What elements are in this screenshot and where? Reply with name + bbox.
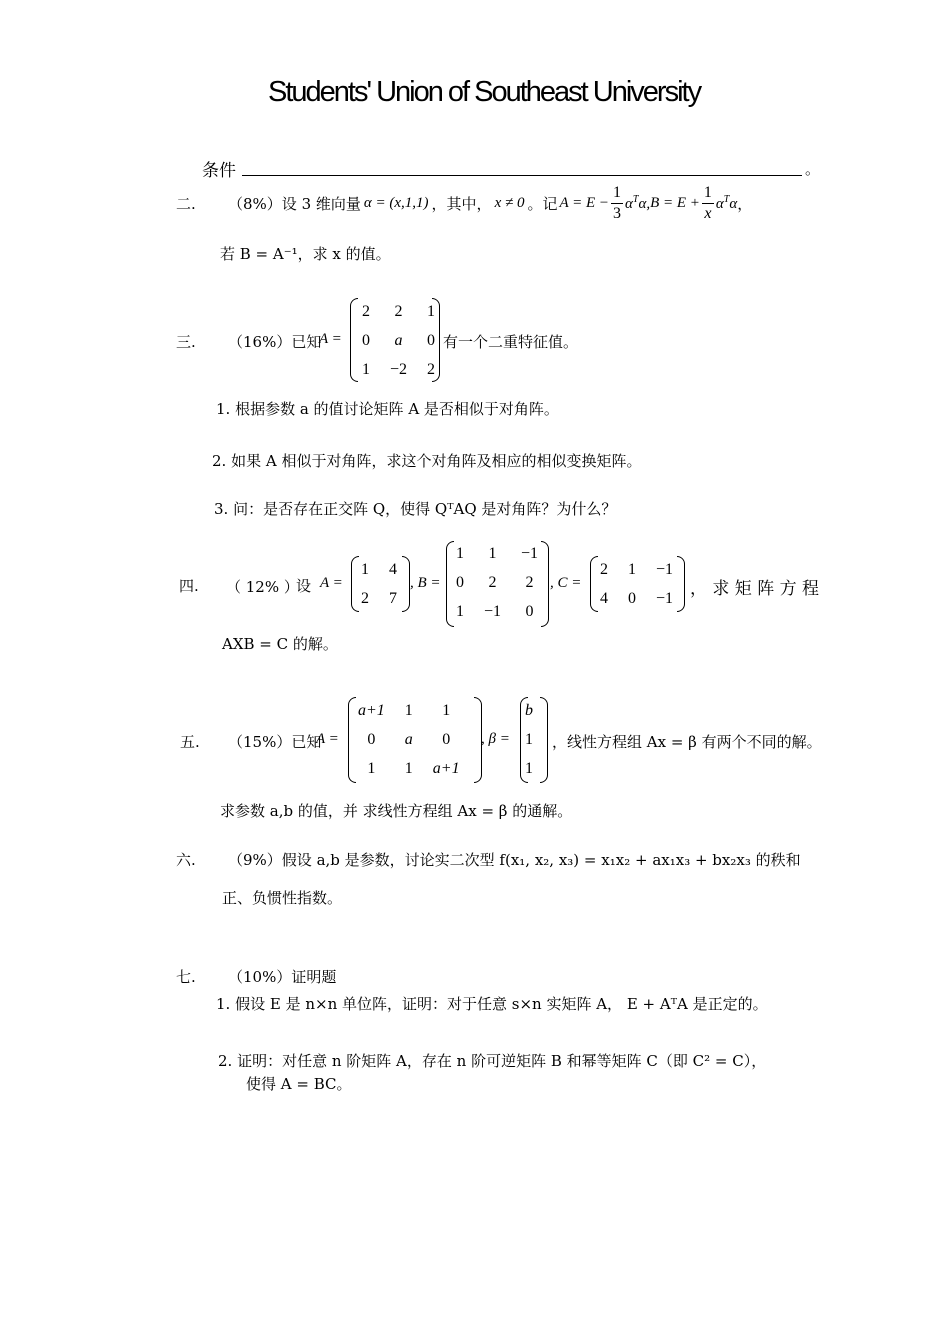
q4-A-cell: 7	[389, 589, 397, 607]
q5-line2: 求参数 a,b 的值，并 求线性方程组 Ax = β 的通解。	[220, 802, 573, 820]
q3-matrix-cell: 1	[362, 360, 370, 378]
q3-matrix-cell: 2	[362, 302, 370, 320]
q2-alpha: α = (x,1,1)	[363, 194, 429, 211]
q4-B-row	[446, 539, 548, 568]
q5-beta-eq: , β =	[481, 731, 510, 747]
q2-frac2-den: x	[704, 204, 712, 222]
condition-underline	[242, 175, 802, 176]
q5-A-cell: 1	[404, 701, 413, 719]
q5-A-cell: a	[404, 730, 413, 748]
q4-number: 四.	[179, 577, 199, 595]
q4-B-matrix	[446, 539, 548, 626]
q3-sub1: 1. 根据参数 a 的值讨论矩阵 A 是否相似于对角阵。	[216, 400, 559, 418]
q5-A-row	[348, 754, 470, 783]
q2-alpha-2: α	[715, 195, 724, 212]
q5-beta-cell: b	[525, 701, 533, 719]
q2-frac1-den: 3	[613, 204, 622, 222]
q2-B-eq: B = E +	[650, 194, 700, 211]
q2-frac2	[702, 183, 714, 224]
q5-number: 五.	[180, 733, 200, 751]
q5-A-matrix	[348, 696, 470, 783]
q2-alpha-1b: α,	[638, 195, 651, 212]
q2-frac1-num: 1	[611, 183, 623, 204]
q4-B-cell: 1	[488, 544, 497, 562]
q4-set: 设	[296, 577, 312, 595]
q5-A-cell: 1	[404, 759, 413, 777]
q4-B-row	[446, 568, 548, 597]
q4-tail: ， 求 矩 阵 方 程	[690, 579, 820, 599]
q5-beta-bracket-right	[540, 697, 548, 783]
q3-matrix-cell: 2	[427, 360, 436, 378]
q6-number: 六.	[176, 851, 196, 869]
q2-t3: 。记	[527, 194, 558, 213]
q7-sub2a: 2. 证明：对任意 n 阶矩阵 A，存在 n 阶可逆矩阵 B 和幂等矩阵 C（即 C² = C），	[218, 1052, 767, 1070]
q4-C-cell: −1	[656, 589, 674, 607]
q2-pct: （8%）	[228, 194, 282, 213]
q4-C-bracket-right	[677, 556, 685, 612]
q4-C-cell: 2	[600, 560, 608, 578]
q5-A-row	[348, 725, 470, 754]
q2-alpha-t1	[625, 194, 650, 213]
q4-B-bracket-right	[541, 541, 549, 627]
q3-sub2: 2. 如果 A 相似于对角阵，求这个对角阵及相应的相似变换矩阵。	[212, 452, 642, 470]
q5-A-row	[348, 696, 470, 725]
q3-matrix-cell: 0	[427, 331, 436, 349]
q4-B-eq: , B =	[410, 575, 441, 591]
q3-matrix-cell: a	[394, 331, 403, 349]
q4-C-row	[590, 584, 683, 613]
q5-A-cell: 0	[367, 730, 376, 748]
q4-C-row	[590, 555, 683, 584]
q5-beta-row	[515, 725, 543, 754]
q2-xne: x ≠ 0	[494, 194, 525, 211]
q4-A-row	[351, 584, 407, 613]
q4-A-bracket-right	[402, 556, 410, 612]
q4-C-cell: 1	[628, 560, 636, 578]
q5-tail: ，线性方程组 Ax = β 有两个不同的解。	[552, 733, 822, 751]
q3-tail: 有一个二重特征值。	[443, 333, 579, 351]
q7-sub2b: 使得 A = BC。	[246, 1075, 352, 1093]
q4-B-cell: 2	[525, 573, 534, 591]
q5-beta-cell: 1	[525, 730, 533, 748]
q4-B-cell: 0	[456, 573, 464, 591]
q3-matrix-cell: −2	[390, 360, 408, 378]
condition-end: 。	[805, 160, 821, 178]
q3-sub3: 3. 问：是否存在正交阵 Q，使得 QᵀAQ 是对角阵？为什么？	[214, 500, 617, 518]
q4-A-eq: A =	[320, 575, 343, 591]
q4-C-cell: 4	[600, 589, 608, 607]
q2-frac1	[611, 183, 623, 224]
q3-matrix-cell: 0	[362, 331, 370, 349]
q2-alpha-2b: α	[729, 195, 738, 212]
q5-A-eq: A =	[316, 731, 339, 747]
q2-t2: ，其中，	[431, 194, 492, 213]
q5-A-cell: a+1	[432, 759, 460, 777]
q4-C-cell: 0	[628, 589, 636, 607]
q3-matrix-cell: 1	[427, 302, 436, 320]
q2-t1: 设 3 维向量	[281, 194, 361, 213]
q5-A-cell: a+1	[358, 701, 385, 719]
q6-line1: （9%）假设 a,b 是参数，讨论实二次型 f(x₁, x₂, x₃) = x₁x₂ + ax₁x₃ + bx₂x₃ 的秩和	[228, 851, 801, 869]
q4-B-cell: 1	[456, 602, 464, 620]
q4-A-row	[351, 555, 407, 584]
q4-B-row	[446, 597, 548, 626]
q5-beta-cell: 1	[525, 759, 533, 777]
q4-B-cell: 1	[456, 544, 464, 562]
q2-alpha-t2	[716, 194, 737, 213]
q2-number: 二.	[176, 195, 196, 213]
q7-number: 七.	[176, 968, 196, 986]
q7-sub1: 1. 假设 E 是 n×n 单位阵，证明：对于任意 s×n 实矩阵 A， E + AᵀA 是正定的。	[216, 995, 768, 1013]
condition-label: 条件	[202, 161, 236, 181]
q4-B-cell: 0	[525, 602, 534, 620]
q2-frac2-num: 1	[702, 183, 714, 204]
q3-A-eq: A =	[319, 331, 342, 347]
q4-C-cell: −1	[656, 560, 674, 578]
q4-pct: （ 12% ）	[226, 578, 299, 596]
q3-matrix-cell: 2	[394, 302, 403, 320]
q4-B-cell: −1	[484, 602, 502, 620]
q6-line2: 正、负惯性指数。	[222, 889, 343, 907]
q5-beta-row	[515, 754, 543, 783]
q5-A-cell: 0	[442, 730, 451, 748]
q4-B-cell: −1	[521, 544, 539, 562]
q2-line1	[228, 182, 752, 224]
q2-t4: ，	[737, 194, 753, 213]
q4-C-matrix	[590, 555, 683, 613]
q4-line2: AXB = C 的解。	[222, 635, 338, 653]
q2-T-1: T	[632, 193, 639, 205]
q5-beta-row	[515, 696, 543, 725]
page-title: Students' Union of Southeast University	[268, 76, 701, 108]
q3-pct: （16%）已知	[228, 333, 322, 351]
q3-bracket-right	[432, 298, 440, 382]
q2-A-eq: A = E −	[559, 194, 610, 211]
q4-B-cell: 2	[488, 573, 497, 591]
q4-A-cell: 4	[389, 560, 397, 578]
q5-pct: （15%）已知	[228, 733, 322, 751]
q4-A-matrix	[351, 555, 407, 613]
q5-beta-matrix	[515, 696, 543, 783]
q4-A-cell: 1	[361, 560, 369, 578]
q2-T-2: T	[723, 193, 730, 205]
q2-alpha-1: α	[625, 195, 633, 212]
q4-C-eq: , C =	[550, 575, 582, 591]
q7-pct: （10%）证明题	[228, 968, 337, 986]
q3-number: 三.	[176, 333, 196, 351]
q4-A-cell: 2	[361, 589, 369, 607]
q5-A-cell: 1	[442, 701, 451, 719]
q2-line2: 若 B = A⁻¹，求 x 的值。	[220, 245, 391, 263]
q5-A-cell: 1	[367, 759, 376, 777]
